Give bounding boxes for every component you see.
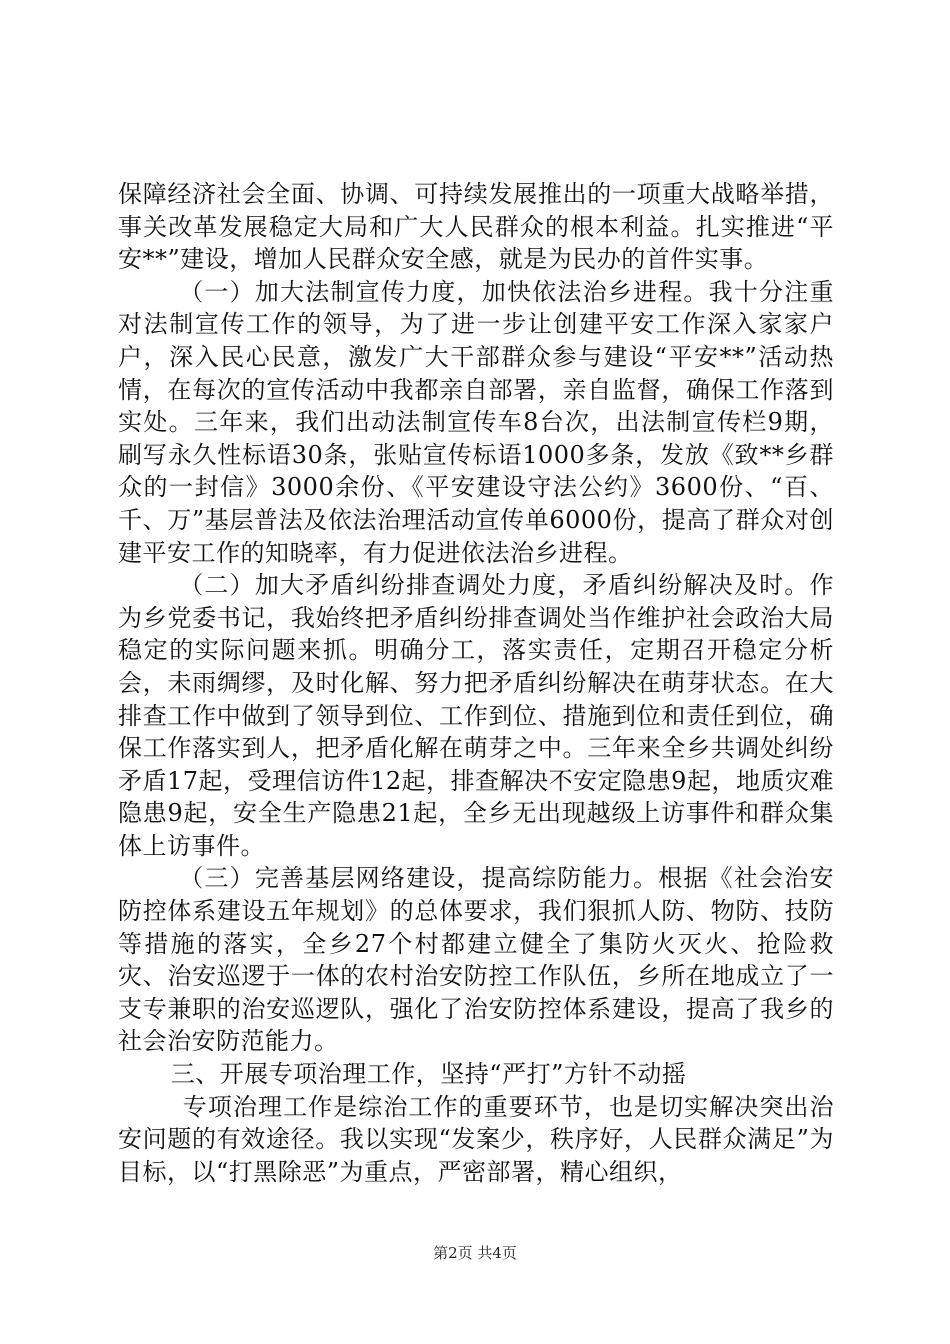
paragraph-section-3: （三）完善基层网络建设，提高综防能力。根据《社会治安防控体系建设五年规划》的总体要求，我们狠抓人防、物防、技防等措施的落实，全乡27个村都建立健全了集防火灭火、抢险救灾、治安巡逻于一体的农村治安防控工作队伍，乡所在地成立了一支专兼职的治安巡逻队，强化了治安防控体系建设，提高了我乡的社会治安防范能力。: [118, 864, 834, 1056]
paragraph-special-governance: 专项治理工作是综治工作的重要环节，也是切实解决突出治安问题的有效途径。我以实现“发案少，秩序好，人民群众满足”为目标，以“打黑除恶”为重点，严密部署，精心组织，: [118, 1092, 834, 1186]
document-body: [118, 178, 834, 1188]
section-heading: 三、开展专项治理工作，坚持“严打”方针不动摇: [170, 1060, 687, 1089]
paragraph-continuation: 保障经济社会全面、协调、可持续发展推出的一项重大战略举措，事关改革发展稳定大局和广大人民群众的根本利益。扎实推进“平安**”建设，增加人民群众安全感，就是为民办的首件实事。: [118, 180, 834, 274]
page-footer: 第2页 共4页: [433, 1244, 517, 1262]
paragraph-section-1: （一）加大法制宣传力度，加快依法治乡进程。我十分注重对法制宣传工作的领导，为了进一步让创建平安工作深入家家户户，深入民心民意，激发广大干部群众参与建设“平安**”活动热情，在每次的宣传活动中我都亲自部署，亲自监督，确保工作落到实处。三年来，我们出动法制宣传车8台次，出法制宣传栏9期，刷写永久性标语30条，张贴宣传标语1000多条，发放《致**乡群众的一封信》3000余份、《平安建设守法公约》3600份、“百、千、万”基层普法及依法治理活动宣传单6000份，提高了群众对创建平安工作的知晓率，有力促进依法治乡进程。: [118, 277, 834, 567]
paragraph-section-2: （二）加大矛盾纠纷排查调处力度，矛盾纠纷解决及时。作为乡党委书记，我始终把矛盾纠纷排查调处当作维护社会政治大局稳定的实际问题来抓。明确分工，落实责任，定期召开稳定分析会，未雨绸缪，及时化解、努力把矛盾纠纷解决在萌芽状态。在大排查工作中做到了领导到位、工作到位、措施到位和责任到位，确保工作落实到人，把矛盾化解在萌芽之中。三年来全乡共调处纠纷矛盾17起，受理信访件12起，排查解决不安定隐患9起，地质灾难隐患9起，安全生产隐患21起，全乡无出现越级上访事件和群众集体上访事件。: [118, 571, 834, 860]
